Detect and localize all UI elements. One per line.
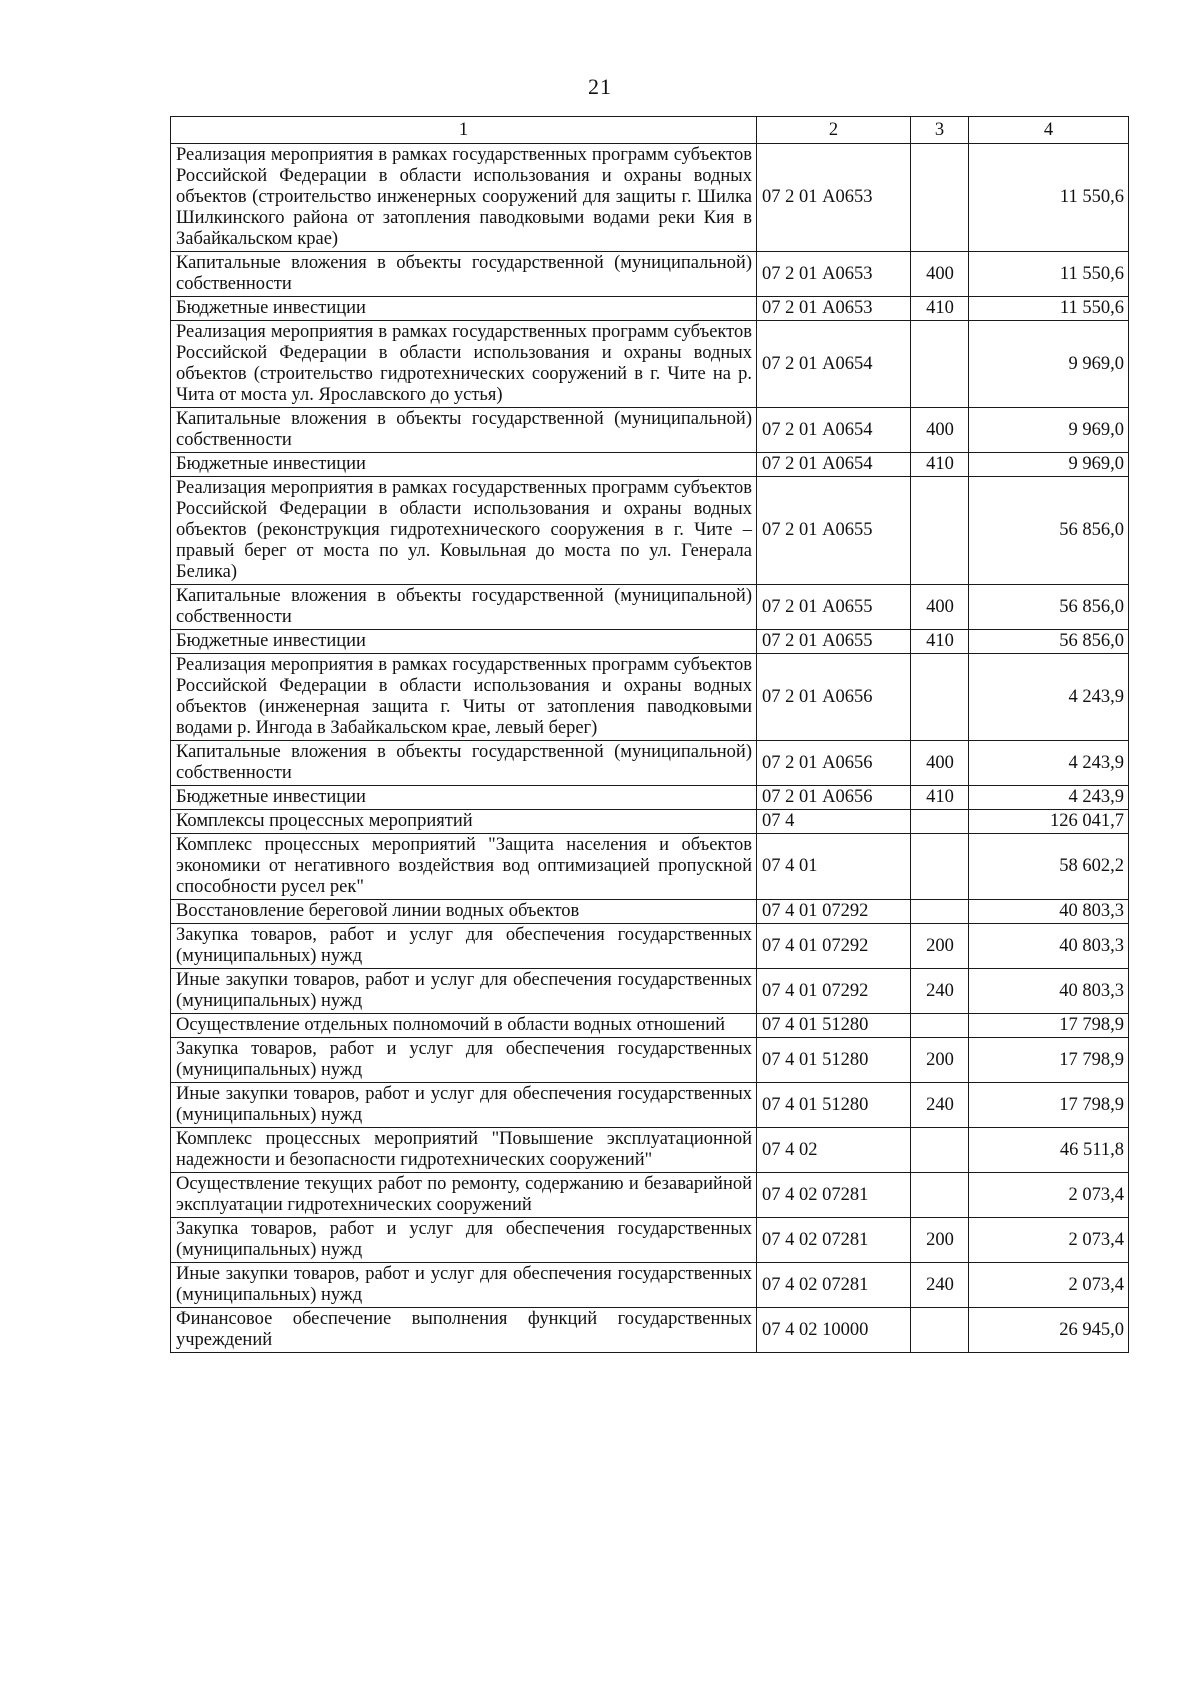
table-row <box>171 741 1129 786</box>
row-code-cell: 07 4 01 07292 <box>757 969 911 1014</box>
row-name-cell: Иные закупки товаров, работ и услуг для обеспечения государственных (муниципальных) нужд <box>171 1263 757 1308</box>
table-row <box>171 252 1129 297</box>
table-row <box>171 1014 1129 1038</box>
row-type-cell: 400 <box>911 252 969 297</box>
row-sum-cell: 56 856,0 <box>969 585 1129 630</box>
row-code-cell: 07 2 01 А0654 <box>757 408 911 453</box>
row-name-cell: Реализация мероприятия в рамках государственных программ субъектов Российской Федерации в области использования и охраны водных объектов (строительство гидротехнических сооружений в г. Чите на р. Чита от моста ул. Ярославского до устья) <box>171 321 757 408</box>
row-name-cell: Бюджетные инвестиции <box>171 630 757 654</box>
row-type-cell: 240 <box>911 969 969 1014</box>
row-code-cell: 07 2 01 А0655 <box>757 630 911 654</box>
table-row <box>171 1083 1129 1128</box>
table-row <box>171 1218 1129 1263</box>
table-row <box>171 453 1129 477</box>
row-sum-cell: 9 969,0 <box>969 453 1129 477</box>
table-row <box>171 408 1129 453</box>
row-code-cell: 07 4 02 07281 <box>757 1218 911 1263</box>
row-type-cell <box>911 1014 969 1038</box>
row-code-cell: 07 4 01 51280 <box>757 1014 911 1038</box>
row-type-cell <box>911 321 969 408</box>
row-sum-cell: 126 041,7 <box>969 810 1129 834</box>
row-code-cell: 07 4 01 <box>757 834 911 900</box>
row-type-cell <box>911 1128 969 1173</box>
row-sum-cell: 4 243,9 <box>969 786 1129 810</box>
row-sum-cell: 9 969,0 <box>969 408 1129 453</box>
row-name-cell: Капитальные вложения в объекты государственной (муниципальной) собственности <box>171 252 757 297</box>
table-row <box>171 1038 1129 1083</box>
header-col-2: 2 <box>757 117 911 144</box>
row-name-cell: Капитальные вложения в объекты государственной (муниципальной) собственности <box>171 741 757 786</box>
table-row <box>171 654 1129 741</box>
row-name-cell: Закупка товаров, работ и услуг для обеспечения государственных (муниципальных) нужд <box>171 1218 757 1263</box>
row-code-cell: 07 4 02 07281 <box>757 1263 911 1308</box>
row-name-cell: Реализация мероприятия в рамках государственных программ субъектов Российской Федерации в области использования и охраны водных объектов (строительство инженерных сооружений для защиты г. Шилка Шилкинского района от затопления паводковыми водами реки Кия в Забайкальском крае) <box>171 144 757 252</box>
table-row <box>171 900 1129 924</box>
table-row <box>171 144 1129 252</box>
row-code-cell: 07 4 <box>757 810 911 834</box>
row-code-cell: 07 2 01 А0653 <box>757 144 911 252</box>
row-name-cell: Иные закупки товаров, работ и услуг для обеспечения государственных (муниципальных) нужд <box>171 1083 757 1128</box>
budget-table <box>170 116 1129 1353</box>
row-type-cell: 400 <box>911 741 969 786</box>
row-sum-cell: 40 803,3 <box>969 900 1129 924</box>
row-type-cell: 400 <box>911 408 969 453</box>
row-sum-cell: 2 073,4 <box>969 1218 1129 1263</box>
row-name-cell: Осуществление текущих работ по ремонту, содержанию и безаварийной эксплуатации гидротехнических сооружений <box>171 1173 757 1218</box>
header-col-4: 4 <box>969 117 1129 144</box>
row-name-cell: Иные закупки товаров, работ и услуг для обеспечения государственных (муниципальных) нужд <box>171 969 757 1014</box>
table-row <box>171 321 1129 408</box>
row-code-cell: 07 4 02 10000 <box>757 1308 911 1353</box>
row-code-cell: 07 2 01 А0655 <box>757 585 911 630</box>
row-code-cell: 07 2 01 А0655 <box>757 477 911 585</box>
row-sum-cell: 56 856,0 <box>969 630 1129 654</box>
row-sum-cell: 40 803,3 <box>969 969 1129 1014</box>
table-row <box>171 810 1129 834</box>
row-sum-cell: 56 856,0 <box>969 477 1129 585</box>
row-sum-cell: 17 798,9 <box>969 1038 1129 1083</box>
row-name-cell: Капитальные вложения в объекты государственной (муниципальной) собственности <box>171 408 757 453</box>
table-row <box>171 585 1129 630</box>
row-code-cell: 07 2 01 А0656 <box>757 786 911 810</box>
row-name-cell: Восстановление береговой линии водных объектов <box>171 900 757 924</box>
row-type-cell: 410 <box>911 453 969 477</box>
row-name-cell: Осуществление отдельных полномочий в области водных отношений <box>171 1014 757 1038</box>
row-sum-cell: 58 602,2 <box>969 834 1129 900</box>
row-type-cell: 240 <box>911 1263 969 1308</box>
row-name-cell: Закупка товаров, работ и услуг для обеспечения государственных (муниципальных) нужд <box>171 924 757 969</box>
row-sum-cell: 40 803,3 <box>969 924 1129 969</box>
row-sum-cell: 46 511,8 <box>969 1128 1129 1173</box>
row-name-cell: Бюджетные инвестиции <box>171 297 757 321</box>
table-row <box>171 477 1129 585</box>
row-sum-cell: 9 969,0 <box>969 321 1129 408</box>
row-name-cell: Бюджетные инвестиции <box>171 786 757 810</box>
table-row <box>171 1173 1129 1218</box>
row-code-cell: 07 2 01 А0653 <box>757 297 911 321</box>
row-type-cell: 200 <box>911 1218 969 1263</box>
row-code-cell: 07 4 01 07292 <box>757 900 911 924</box>
row-type-cell: 200 <box>911 1038 969 1083</box>
table-row <box>171 924 1129 969</box>
table-row <box>171 1308 1129 1353</box>
table-row <box>171 1128 1129 1173</box>
row-name-cell: Финансовое обеспечение выполнения функций государственных учреждений <box>171 1308 757 1353</box>
row-name-cell: Закупка товаров, работ и услуг для обеспечения государственных (муниципальных) нужд <box>171 1038 757 1083</box>
table-body <box>171 144 1129 1353</box>
row-name-cell: Капитальные вложения в объекты государственной (муниципальной) собственности <box>171 585 757 630</box>
row-sum-cell: 4 243,9 <box>969 741 1129 786</box>
row-code-cell: 07 2 01 А0656 <box>757 741 911 786</box>
row-code-cell: 07 4 01 07292 <box>757 924 911 969</box>
row-code-cell: 07 4 02 <box>757 1128 911 1173</box>
table-row <box>171 786 1129 810</box>
row-code-cell: 07 4 02 07281 <box>757 1173 911 1218</box>
row-code-cell: 07 4 01 51280 <box>757 1038 911 1083</box>
table-row <box>171 834 1129 900</box>
row-sum-cell: 2 073,4 <box>969 1263 1129 1308</box>
row-code-cell: 07 2 01 А0653 <box>757 252 911 297</box>
row-name-cell: Комплекс процессных мероприятий "Защита населения и объектов экономики от негативного воздействия вод оптимизацией пропускной способности русел рек" <box>171 834 757 900</box>
table-row <box>171 297 1129 321</box>
row-type-cell: 240 <box>911 1083 969 1128</box>
row-type-cell: 410 <box>911 786 969 810</box>
row-type-cell <box>911 834 969 900</box>
row-type-cell <box>911 144 969 252</box>
row-name-cell: Реализация мероприятия в рамках государственных программ субъектов Российской Федерации в области использования и охраны водных объектов (реконструкция гидротехнического сооружения в г. Чите – правый берег от моста по ул. Ковыльная до моста по ул. Генерала Белика) <box>171 477 757 585</box>
row-sum-cell: 2 073,4 <box>969 1173 1129 1218</box>
row-name-cell: Реализация мероприятия в рамках государственных программ субъектов Российской Федерации в области использования и охраны водных объектов (инженерная защита г. Читы от затопления паводковыми водами р. Ингода в Забайкальском крае, левый берег) <box>171 654 757 741</box>
table-header-row <box>171 117 1129 144</box>
row-name-cell: Бюджетные инвестиции <box>171 453 757 477</box>
row-type-cell: 410 <box>911 297 969 321</box>
row-type-cell: 200 <box>911 924 969 969</box>
row-sum-cell: 11 550,6 <box>969 297 1129 321</box>
table-row <box>171 630 1129 654</box>
header-col-3: 3 <box>911 117 969 144</box>
row-sum-cell: 26 945,0 <box>969 1308 1129 1353</box>
row-type-cell <box>911 900 969 924</box>
header-col-1: 1 <box>171 117 757 144</box>
row-type-cell <box>911 1173 969 1218</box>
row-name-cell: Комплекс процессных мероприятий "Повышение эксплуатационной надежности и безопасности гидротехнических сооружений" <box>171 1128 757 1173</box>
row-type-cell <box>911 654 969 741</box>
row-code-cell: 07 4 01 51280 <box>757 1083 911 1128</box>
row-type-cell <box>911 810 969 834</box>
row-sum-cell: 11 550,6 <box>969 144 1129 252</box>
page-number: 21 <box>588 74 612 99</box>
row-sum-cell: 11 550,6 <box>969 252 1129 297</box>
row-sum-cell: 17 798,9 <box>969 1083 1129 1128</box>
row-type-cell: 400 <box>911 585 969 630</box>
row-code-cell: 07 2 01 А0656 <box>757 654 911 741</box>
row-type-cell: 410 <box>911 630 969 654</box>
row-code-cell: 07 2 01 А0654 <box>757 321 911 408</box>
table-row <box>171 969 1129 1014</box>
row-type-cell <box>911 1308 969 1353</box>
row-type-cell <box>911 477 969 585</box>
row-code-cell: 07 2 01 А0654 <box>757 453 911 477</box>
row-sum-cell: 17 798,9 <box>969 1014 1129 1038</box>
row-sum-cell: 4 243,9 <box>969 654 1129 741</box>
row-name-cell: Комплексы процессных мероприятий <box>171 810 757 834</box>
table-row <box>171 1263 1129 1308</box>
